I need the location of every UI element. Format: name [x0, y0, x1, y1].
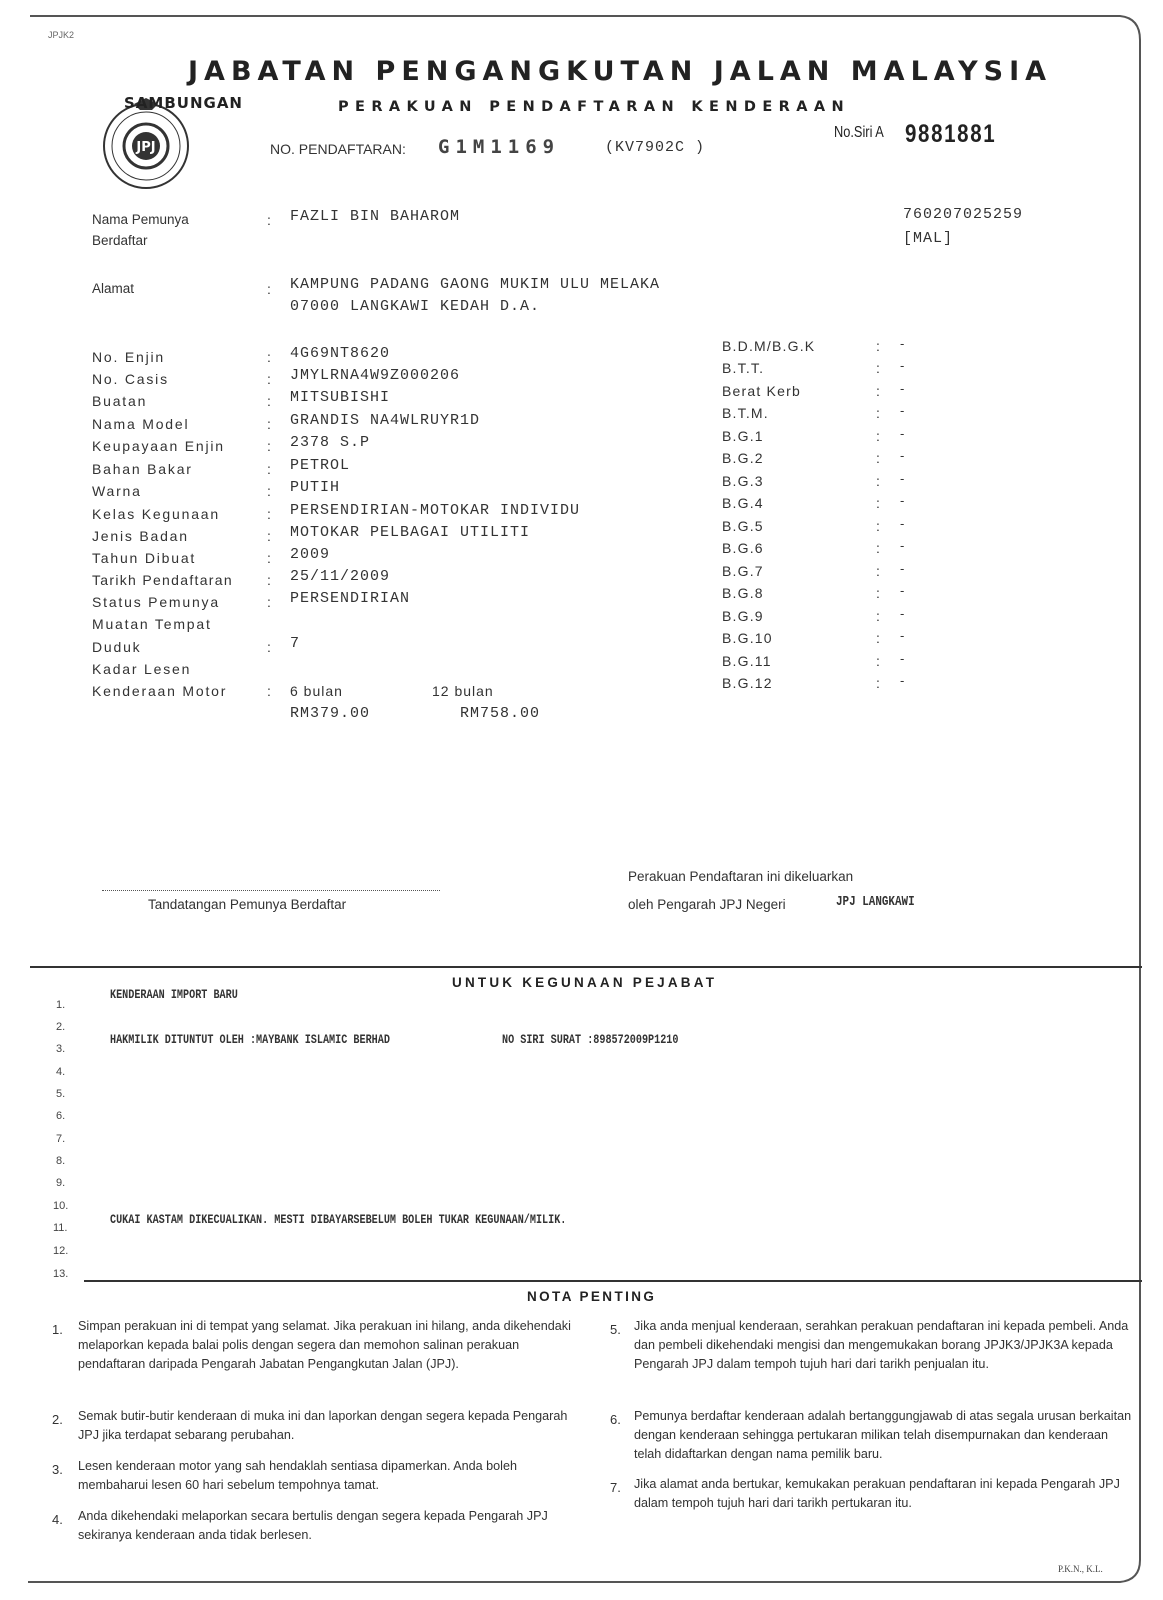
weight-label: B.G.9	[722, 608, 764, 624]
owner-nationality: [MAL]	[903, 230, 954, 247]
line-number: 8.	[56, 1155, 66, 1167]
page-subtitle: PERAKUAN PENDAFTARAN KENDERAAN	[338, 99, 850, 115]
license-twelve-price: RM758.00	[460, 705, 541, 722]
nota-item: Jika anda menjual kenderaan, serahkan perakuan pendaftaran ini kepada pembeli. Anda dan pembeli dikehendaki mengisi dan mengemukakan borang JPJK3/JPJK3A kepada Pengarah JPJ dalam tempoh tujuh hari dari tarikh penjualan itu.	[634, 1319, 1129, 1371]
weight-value: -	[900, 516, 905, 531]
reg-label: NO. PENDAFTARAN:	[270, 141, 406, 157]
vehicle-value: PUTIH	[290, 479, 341, 496]
nota-item: Simpan perakuan ini di tempat yang selamat. Jika perakuan ini hilang, anda dikehendaki melaporkan kepada balai polis dengan segera dan memohon salinan perakuan pendaftaran daripada Pengarah Jabatan Pengangkutan Jalan (JPJ).	[78, 1319, 571, 1371]
vehicle-value: 7	[290, 635, 301, 652]
line-number: 13.	[53, 1268, 69, 1280]
weight-value: -	[900, 628, 905, 643]
address-line-2: 07000 LANGKAWI KEDAH D.A.	[290, 298, 541, 315]
owner-name-label-2: Berdaftar	[92, 233, 148, 248]
printer-code: P.K.N., K.L.	[1058, 1564, 1103, 1574]
vehicle-value: PETROL	[290, 457, 351, 474]
nota-title: NOTA PENTING	[527, 1289, 657, 1304]
weight-value: -	[900, 358, 905, 373]
weight-label: Berat Kerb	[722, 383, 801, 399]
weight-value: -	[900, 561, 905, 576]
weight-value: -	[900, 651, 905, 666]
signature-label: Tandatangan Pemunya Berdaftar	[148, 897, 347, 912]
line-number: 12.	[53, 1245, 69, 1257]
vehicle-label: Nama Model	[92, 416, 190, 432]
vehicle-label: No. Casis	[92, 371, 169, 387]
vehicle-value: GRANDIS NA4WLRUYR1D	[290, 412, 481, 429]
line-number: 4.	[56, 1066, 66, 1078]
weight-value: -	[900, 426, 905, 441]
office-top-rule	[30, 966, 1142, 968]
vehicle-label: Kadar Lesen	[92, 661, 192, 677]
address-label: Alamat	[92, 281, 135, 296]
vehicle-label: No. Enjin	[92, 349, 166, 365]
vehicle-label: Bahan Bakar	[92, 461, 193, 477]
serial-label: No.Siri A	[834, 124, 884, 141]
office-entry-cukai: CUKAI KASTAM DIKECUALIKAN. MESTI DIBAYARSEBELUM BOLEH TUKAR KEGUNAAN/MILIK.	[110, 1212, 567, 1227]
address-line-1: KAMPUNG PADANG GAONG MUKIM ULU MELAKA	[290, 276, 661, 293]
weight-label: B.G.12	[722, 675, 773, 691]
nota-item: Semak butir-butir kenderaan di muka ini dan laporkan dengan segera kepada Pengarah JPJ jika terdapat sebarang perubahan.	[78, 1409, 568, 1442]
weight-label: B.G.4	[722, 495, 764, 511]
vehicle-label: Kelas Kegunaan	[92, 506, 220, 522]
weight-label: B.G.2	[722, 450, 764, 466]
nota-number: 2.	[52, 1412, 63, 1427]
vehicle-value: PERSENDIRIAN	[290, 590, 411, 607]
office-bottom-rule	[84, 1280, 1142, 1282]
owner-name: FAZLI BIN BAHAROM	[290, 208, 461, 225]
license-six-label: 6 bulan	[290, 683, 343, 699]
nota-number: 3.	[52, 1462, 63, 1477]
weight-label: B.G.10	[722, 630, 773, 646]
form-code: JPJK2	[48, 30, 75, 40]
weight-value: -	[900, 606, 905, 621]
vehicle-label: Kenderaan Motor	[92, 683, 228, 699]
weight-value: -	[900, 381, 905, 396]
vehicle-value: JMYLRNA4W9Z000206	[290, 367, 461, 384]
nota-item: Anda dikehendaki melaporkan secara bertulis dengan segera kepada Pengarah JPJ sekiranya kenderaan anda tidak berlesen.	[78, 1509, 548, 1542]
nota-number: 6.	[610, 1412, 621, 1427]
line-number: 3.	[56, 1043, 66, 1055]
weight-value: -	[900, 336, 905, 351]
owner-name-label: Nama Pemunya	[92, 212, 189, 227]
weight-value: -	[900, 673, 905, 688]
vehicle-value: 2009	[290, 546, 331, 563]
vehicle-value: MOTOKAR PELBAGAI UTILITI	[290, 524, 531, 541]
nota-number: 5.	[610, 1322, 621, 1337]
vehicle-value: 2378 S.P	[290, 434, 371, 451]
weight-value: -	[900, 448, 905, 463]
vehicle-label: Status Pemunya	[92, 594, 220, 610]
line-number: 5.	[56, 1088, 66, 1100]
office-entry-surat: NO SIRI SURAT :898572009P1210	[502, 1032, 679, 1047]
weight-value: -	[900, 471, 905, 486]
weight-value: -	[900, 403, 905, 418]
nota-item: Pemunya berdaftar kenderaan adalah bertanggungjawab di atas segala urusan berkaitan dengan kenderaan sehingga pertukaran milikan telah disempurnakan dan kenderaan telah didaftarkan dengan nama pemilik baru.	[634, 1409, 1132, 1461]
line-number: 9.	[56, 1177, 66, 1189]
nota-item: Lesen kenderaan motor yang sah hendaklah sentiasa dipamerkan. Anda boleh membaharui lesen 60 hari sebelum tempohnya tamat.	[78, 1459, 517, 1492]
weight-label: B.G.5	[722, 518, 764, 534]
line-number: 7.	[56, 1133, 66, 1145]
serial-number: 9881881	[905, 120, 997, 148]
line-number: 11.	[53, 1222, 68, 1234]
weight-label: B.T.T.	[722, 360, 765, 376]
vehicle-label: Duduk	[92, 639, 142, 655]
weight-label: B.G.8	[722, 585, 764, 601]
license-six-price: RM379.00	[290, 705, 371, 722]
vehicle-value: 4G69NT8620	[290, 345, 391, 362]
signature-line	[102, 890, 440, 891]
vehicle-label: Keupayaan Enjin	[92, 438, 225, 454]
issued-line-1: Perakuan Pendaftaran ini dikeluarkan	[628, 869, 854, 884]
weight-label: B.G.3	[722, 473, 764, 489]
weight-value: -	[900, 493, 905, 508]
line-number: 1.	[56, 999, 66, 1011]
weight-label: B.G.11	[722, 653, 772, 669]
line-number: 6.	[56, 1110, 66, 1122]
license-twelve-label: 12 bulan	[432, 683, 494, 699]
reg-number: G1M1169	[438, 136, 561, 158]
vehicle-label: Muatan Tempat	[92, 616, 212, 632]
vehicle-label: Jenis Badan	[92, 528, 189, 544]
reg-alt: (KV7902C )	[605, 139, 706, 156]
nota-number: 4.	[52, 1512, 63, 1527]
owner-ic: 760207025259	[903, 206, 1024, 223]
page-title: JABATAN PENGANGKUTAN JALAN MALAYSIA	[188, 56, 1053, 87]
weight-label: B.T.M.	[722, 405, 769, 421]
weight-label: B.D.M/B.G.K	[722, 338, 816, 354]
vehicle-value: 25/11/2009	[290, 568, 391, 585]
issued-line-2: oleh Pengarah JPJ Negeri	[628, 897, 786, 912]
copy-type: SAMBUNGAN	[124, 94, 243, 112]
line-number: 2.	[56, 1021, 66, 1033]
issued-by: JPJ LANGKAWI	[836, 894, 915, 910]
office-entry-hakmilik: HAKMILIK DITUNTUT OLEH :MAYBANK ISLAMIC BERHAD	[110, 1032, 390, 1047]
line-number: 10.	[53, 1200, 69, 1212]
weight-label: B.G.7	[722, 563, 764, 579]
weight-label: B.G.1	[722, 428, 764, 444]
vehicle-label: Tahun Dibuat	[92, 550, 197, 566]
weight-value: -	[900, 583, 905, 598]
nota-item: Jika alamat anda bertukar, kemukakan perakuan pendaftaran ini kepada Pengarah JPJ dalam tempoh tujuh hari dari tarikh pertukaran itu.	[634, 1477, 1120, 1510]
svg-text:JPJ: JPJ	[136, 140, 156, 155]
vehicle-value: PERSENDIRIAN-MOTOKAR INDIVIDU	[290, 502, 581, 519]
vehicle-value: MITSUBISHI	[290, 389, 391, 406]
weight-value: -	[900, 538, 905, 553]
vehicle-label: Warna	[92, 483, 142, 499]
nota-number: 7.	[610, 1480, 621, 1495]
vehicle-label: Buatan	[92, 393, 148, 409]
office-entry-import: KENDERAAN IMPORT BARU	[110, 987, 238, 1002]
nota-number: 1.	[52, 1322, 63, 1337]
vehicle-label: Tarikh Pendaftaran	[92, 572, 233, 588]
weight-label: B.G.6	[722, 540, 764, 556]
office-title: UNTUK KEGUNAAN PEJABAT	[452, 975, 718, 990]
